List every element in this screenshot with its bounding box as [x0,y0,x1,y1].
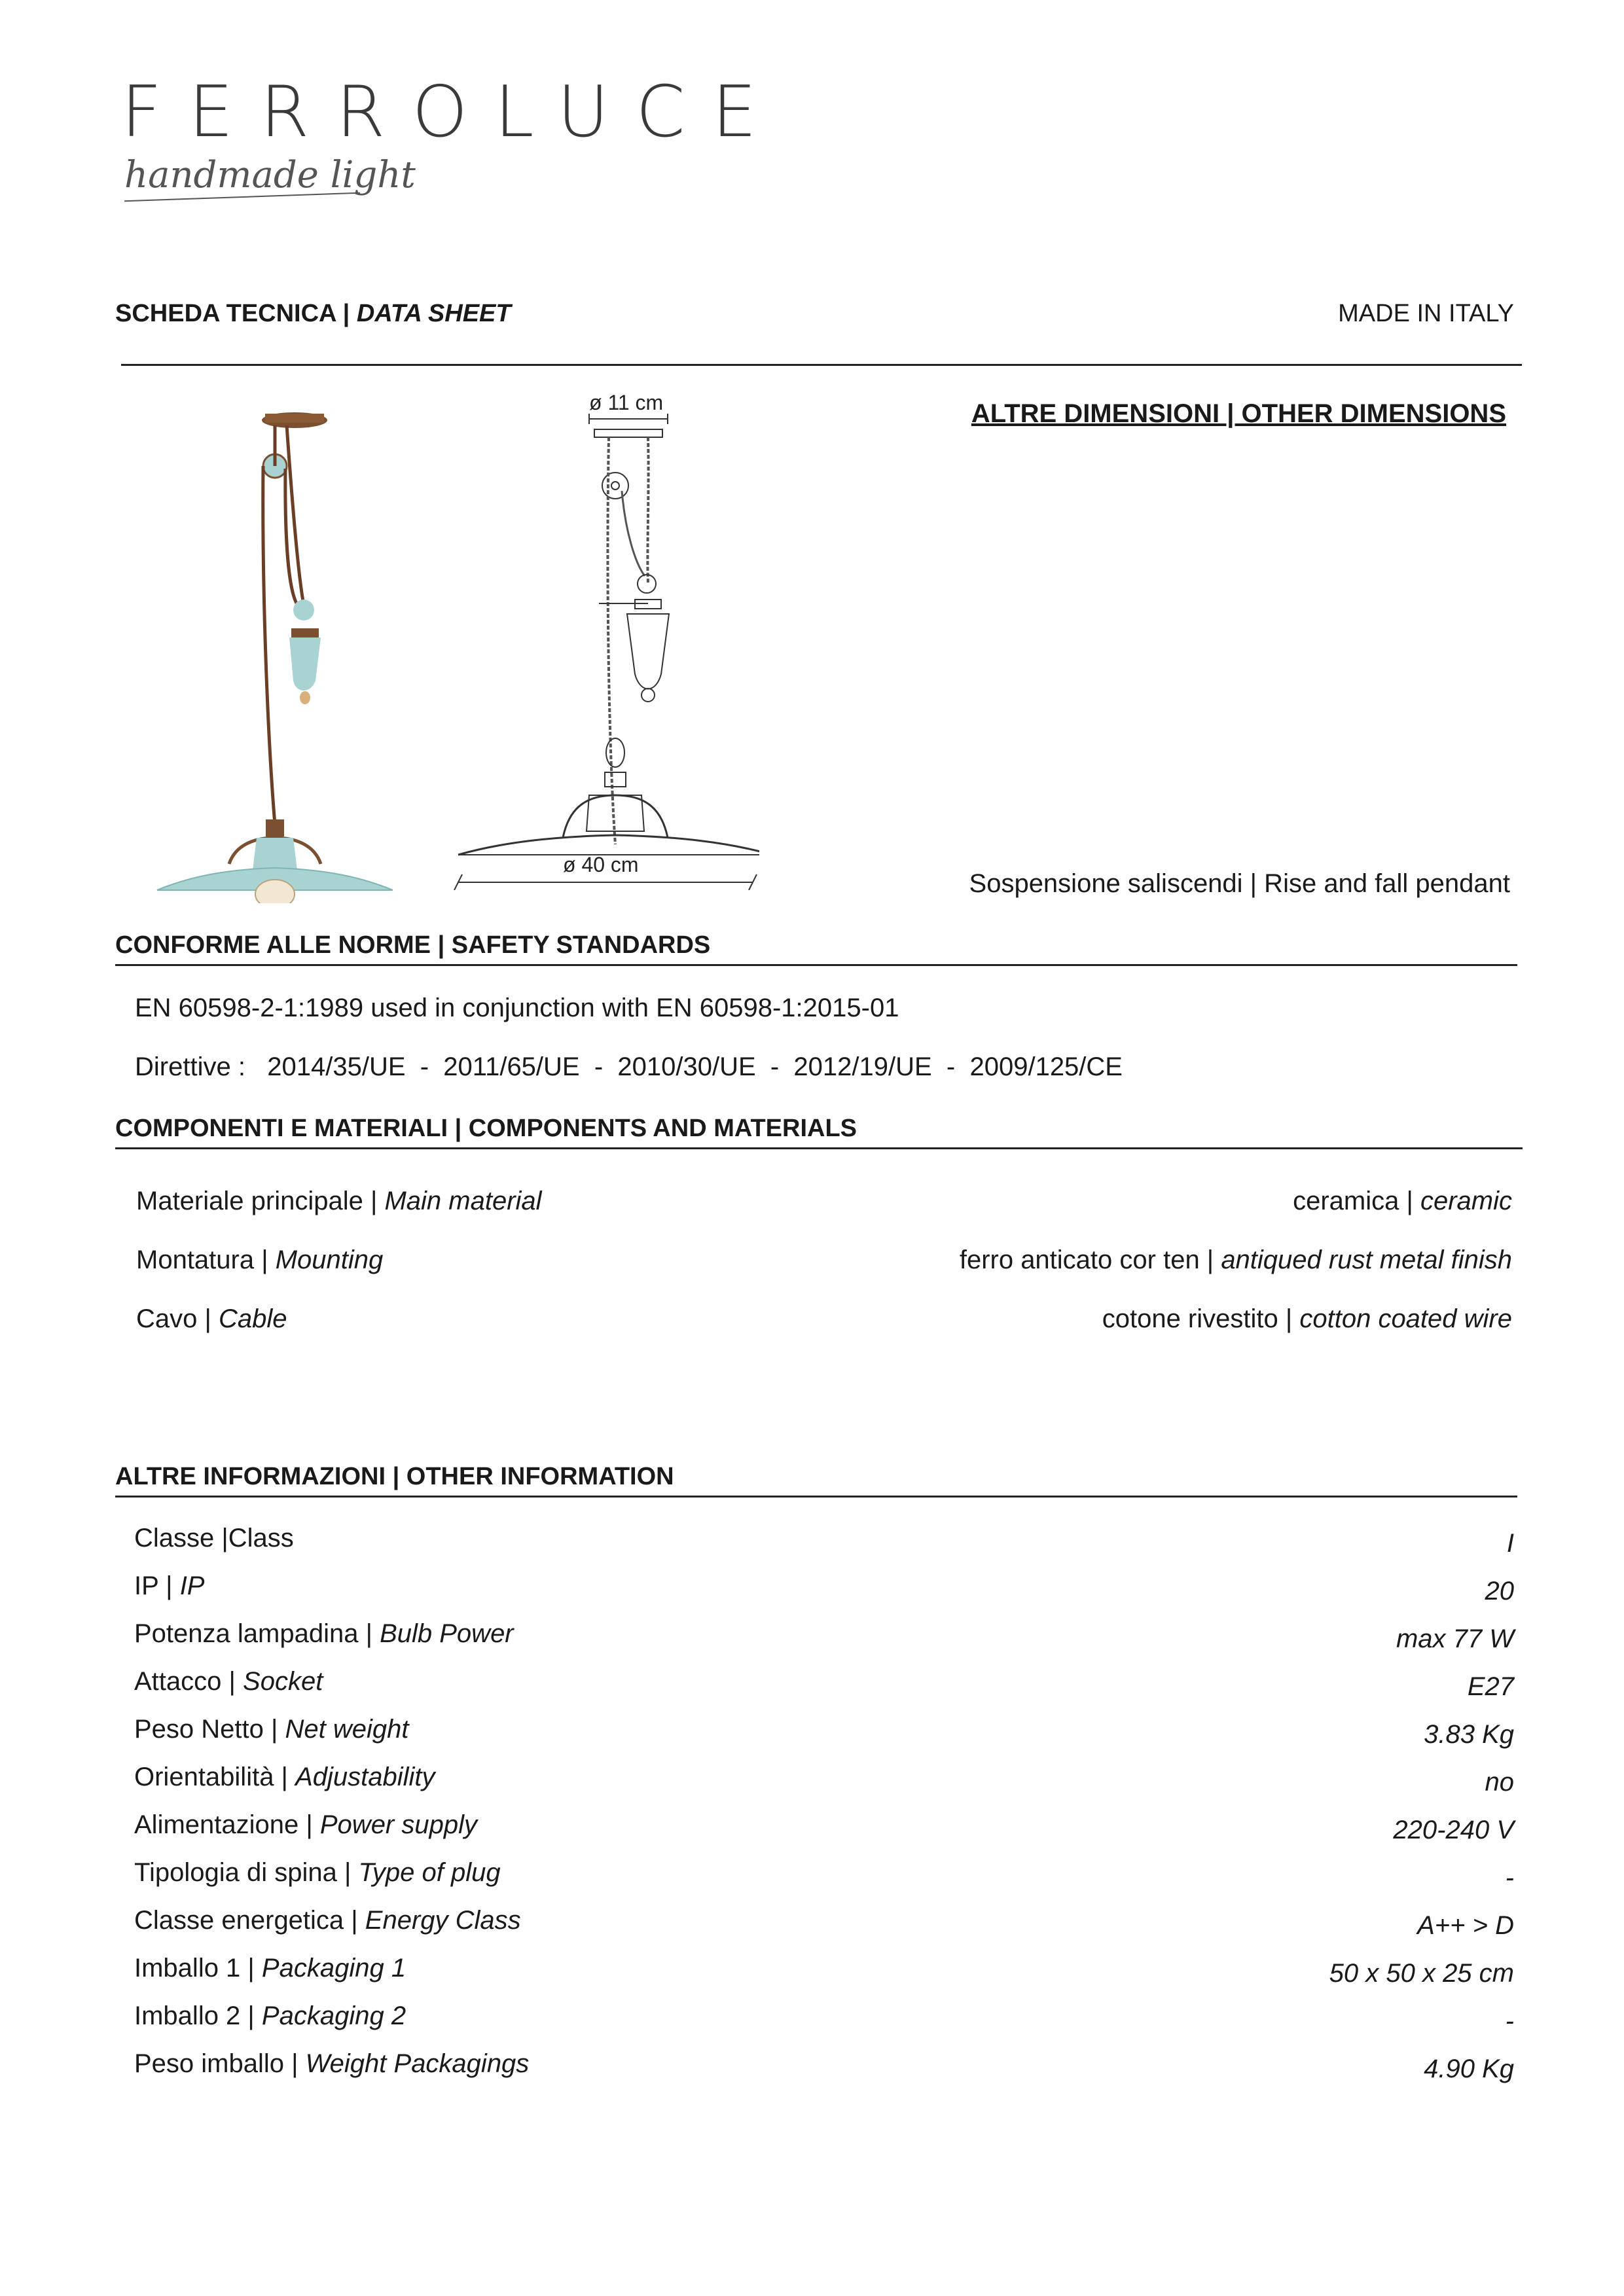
info-row [134,1715,1514,1749]
info-value: I [1506,1529,1514,1558]
component-label-it: Materiale principale | [136,1187,385,1215]
component-value-it: cotone rivestito | [1102,1304,1300,1333]
info-value: - [1505,1863,1514,1892]
brand-logo-wordmark: FERROLUCE [121,71,784,153]
info-label-en: Socket [243,1667,323,1696]
info-row [134,1524,1514,1558]
info-label-it: Tipologia di spina | [134,1858,359,1887]
info-label-it: Alimentazione | [134,1810,320,1839]
info-label-en: Power supply [319,1810,477,1839]
info-row [134,1906,1514,1940]
component-label-en: Cable [219,1304,287,1333]
component-value [1293,1188,1512,1214]
datasheet-title-en: DATA SHEET [356,300,511,327]
components-title: COMPONENTI E MATERIALI | COMPONENTS AND MATERIALS [115,1116,1523,1149]
info-label-it: Classe energetica | [134,1906,365,1935]
other-dimensions-title: ALTRE DIMENSIONI | OTHER DIMENSIONS [971,399,1506,428]
component-row [136,1247,1512,1273]
technical-drawing [452,386,759,890]
info-row [134,1667,1514,1701]
info-value: A++ > D [1417,1911,1514,1940]
info-row [134,1619,1514,1653]
info-label-it: IP | [134,1571,180,1600]
info-list [134,1525,1514,2101]
info-value: E27 [1467,1672,1514,1701]
info-row [134,1810,1514,1844]
info-value: 3.83 Kg [1424,1720,1514,1749]
component-row [136,1188,1512,1214]
safety-standards-title: CONFORME ALLE NORME | SAFETY STANDARDS [115,933,1517,966]
info-value: 4.90 Kg [1424,2054,1514,2083]
info-label-it: Peso Netto | [134,1715,285,1744]
info-label-it: Orientabilità | [134,1763,296,1791]
safety-directives: Direttive : 2014/35/UE - 2011/65/UE - 2010/30/UE - 2012/19/UE - 2009/125/CE [135,1052,1123,1081]
bottom-diameter-label: ø 40 cm [563,853,639,876]
info-row [134,1954,1514,1988]
info-value: 50 x 50 x 25 cm [1329,1959,1514,1988]
header-rule [121,364,1522,366]
info-row [134,1763,1514,1797]
info-label-it: Imballo 1 | [134,1954,262,1982]
info-label-it: Imballo 2 | [134,2001,262,2030]
info-label-en: Net weight [285,1715,409,1744]
info-value: max 77 W [1396,1624,1514,1653]
brand-logo-tagline: handmade light [124,154,416,196]
product-photo [144,406,393,903]
component-row [136,1306,1512,1332]
info-label-en: Type of plug [358,1858,501,1887]
component-label-it: Cavo | [136,1304,219,1333]
top-diameter-label: ø 11 cm [589,391,664,414]
info-label-en: Packaging 1 [261,1954,406,1982]
info-label-en: Energy Class [365,1906,521,1935]
info-label-it: Attacco | [134,1667,244,1696]
info-row [134,2001,1514,2036]
info-label-en: Bulb Power [380,1619,514,1648]
datasheet-title [115,301,511,326]
info-row [134,1858,1514,1892]
product-description: Sospensione saliscendi | Rise and fall pendant [969,869,1510,898]
info-label-en: Packaging 2 [261,2001,406,2030]
info-label-en: Class [228,1524,294,1552]
component-label-en: Main material [384,1187,542,1215]
made-in-italy: MADE IN ITALY [1338,300,1514,327]
info-label-it: Potenza lampadina | [134,1619,380,1648]
component-value-en: cotton coated wire [1299,1304,1512,1333]
info-label-en: Weight Packagings [305,2049,530,2078]
component-label-en: Mounting [275,1246,384,1274]
component-value-en: ceramic [1420,1187,1512,1215]
info-label-en: IP [179,1571,205,1600]
component-value [1102,1306,1512,1332]
info-label-it: Classe | [134,1524,228,1552]
info-label-en: Adjustability [295,1763,435,1791]
component-value-it: ceramica | [1293,1187,1420,1215]
info-label-it: Peso imballo | [134,2049,306,2078]
component-value-en: antiqued rust metal finish [1221,1246,1512,1274]
info-value: no [1485,1768,1514,1797]
info-row [134,1571,1514,1605]
title-separator: | [342,300,350,327]
info-value: - [1505,2007,1514,2036]
info-value: 220-240 V [1393,1816,1514,1844]
component-label-it: Montatura | [136,1246,276,1274]
other-information-title: ALTRE INFORMAZIONI | OTHER INFORMATION [115,1464,1517,1498]
info-row [134,2049,1514,2083]
component-value-it: ferro anticato cor ten | [959,1246,1221,1274]
safety-standard-en: EN 60598-2-1:1989 used in conjunction with EN 60598-1:2015-01 [135,994,899,1022]
datasheet-title-it: SCHEDA TECNICA [115,300,336,327]
components-list [136,1188,1512,1384]
info-value: 20 [1485,1577,1514,1605]
component-value [960,1247,1512,1273]
